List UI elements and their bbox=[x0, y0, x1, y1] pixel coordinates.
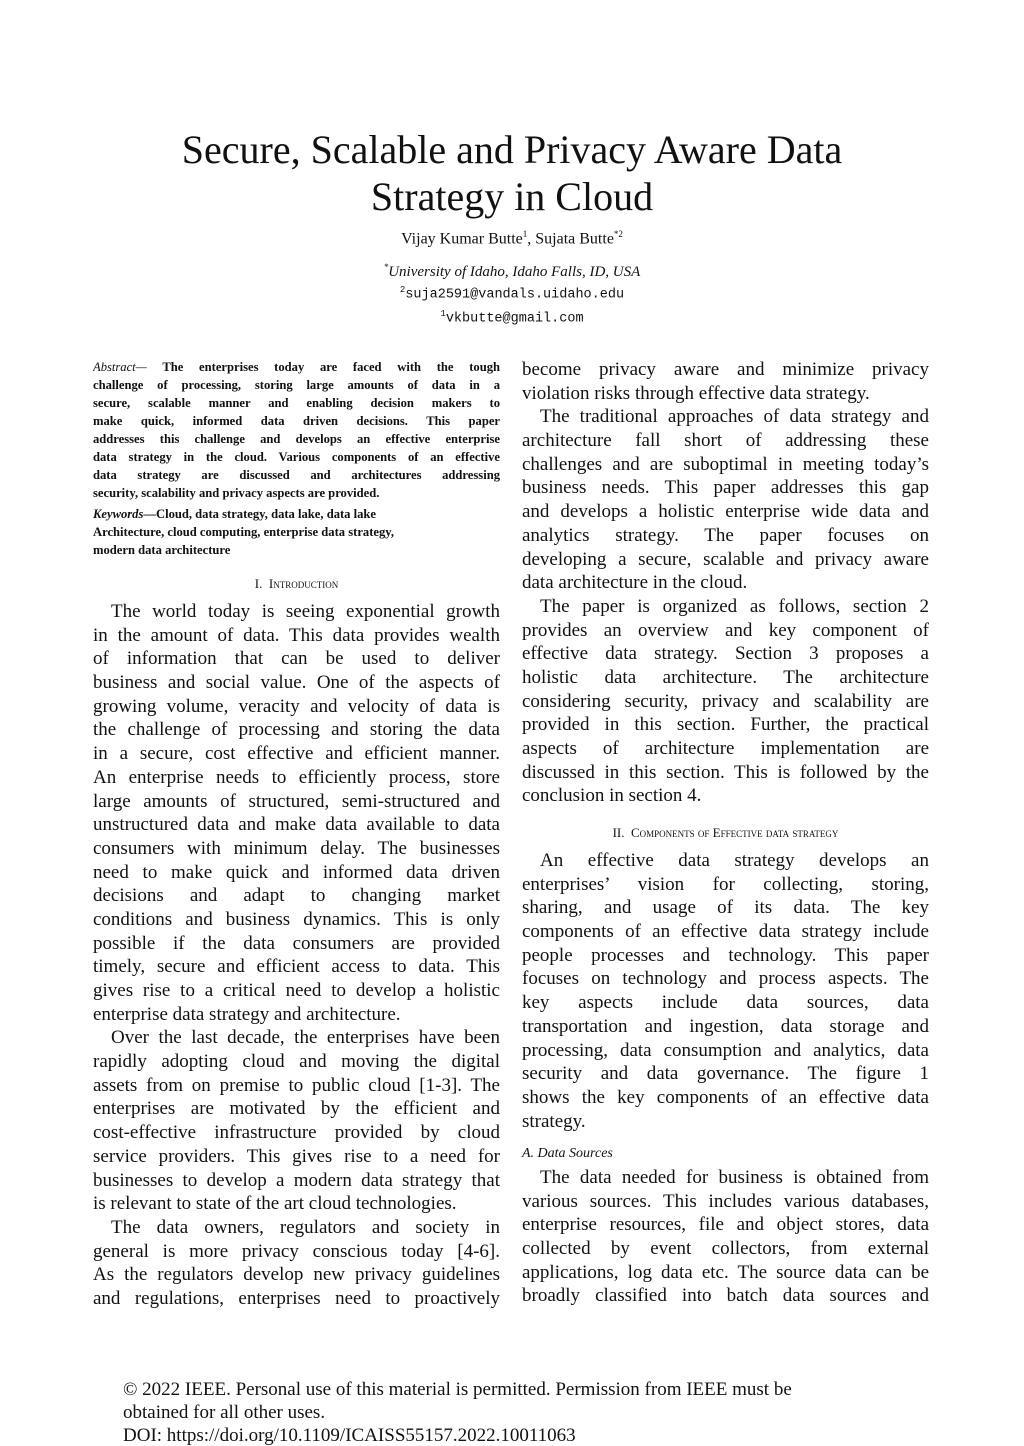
paragraph-line: the challenge of processing and storing the data bbox=[93, 719, 500, 741]
paragraph-line: violation risks through effective data strategy. bbox=[522, 382, 870, 404]
paragraph-line: An effective data strategy develops an bbox=[540, 850, 929, 871]
paragraph-line: and develops a holistic enterprise wide data and bbox=[522, 501, 929, 523]
paragraph-line: need to make quick and informed data driven bbox=[93, 861, 500, 883]
abstract-line bbox=[93, 412, 500, 430]
paragraph-line: discussed in this section. This is followed by the bbox=[522, 761, 929, 783]
paragraph-line: of information that can be used to deliver bbox=[93, 648, 500, 670]
paragraph-line: in the amount of data. This data provides wealth bbox=[93, 624, 500, 646]
paragraph-line: consumers with minimum delay. The businesses bbox=[93, 837, 500, 859]
paragraph bbox=[522, 358, 929, 405]
email bbox=[0, 285, 1024, 303]
abstract-line bbox=[93, 466, 500, 484]
section-title: Introduction bbox=[268, 576, 339, 591]
paragraph-line: processing, data consumption and analytics, data bbox=[522, 1039, 929, 1061]
paragraph-line: large amounts of structured, semi-structured and bbox=[93, 790, 500, 812]
paragraph bbox=[522, 1166, 929, 1308]
right-column-body bbox=[522, 1166, 929, 1308]
paragraph-line: provided in this section. Further, the practical bbox=[522, 714, 929, 736]
paragraph-line: analytics strategy. The paper focuses on bbox=[522, 524, 929, 546]
email-text[interactable]: vkbutte@gmail.com bbox=[445, 311, 584, 327]
paragraph-line: become privacy aware and minimize privacy bbox=[522, 359, 929, 380]
abstract-text: data strategy are discussed and architectures addressing bbox=[93, 468, 500, 482]
paragraph-line: components of an effective data strategy include bbox=[522, 921, 929, 943]
paragraph-line: is relevant to state of the art cloud technologies. bbox=[93, 1193, 457, 1215]
paragraph-line: sharing, and usage of its data. The key bbox=[522, 897, 929, 919]
paragraph-line: in a secure, cost effective and efficient manner. bbox=[93, 743, 500, 765]
paragraph-line: cost-effective infrastructure provided by cloud bbox=[93, 1122, 500, 1144]
paragraph-line: architecture fall short of addressing these bbox=[522, 430, 929, 452]
paragraph-line: assets from on premise to public cloud [1-3]. The bbox=[93, 1074, 500, 1096]
abstract-line bbox=[93, 358, 500, 376]
paragraph-line: shows the key components of an effective data bbox=[522, 1086, 929, 1108]
paragraph-line: strategy. bbox=[522, 1110, 586, 1132]
paragraph-line: various sources. This includes various databases, bbox=[522, 1190, 929, 1212]
abstract-label: Abstract— bbox=[93, 360, 147, 374]
paragraph-line: considering security, privacy and scalability are bbox=[522, 690, 929, 712]
paragraph bbox=[93, 600, 500, 1026]
right-column-body bbox=[522, 358, 929, 808]
paragraph-line: The traditional approaches of data strategy and bbox=[540, 406, 929, 428]
paragraph bbox=[522, 405, 929, 595]
paragraph-line: transportation and ingestion, data storage and bbox=[522, 1015, 929, 1037]
keywords-line bbox=[93, 523, 500, 541]
doi-line[interactable]: DOI: https://doi.org/10.1109/ICAISS55157.2022.10011063 bbox=[123, 1425, 576, 1446]
abstract-text: challenge of processing, storing large amounts of data in a bbox=[93, 378, 500, 392]
author-mark: 1 bbox=[522, 229, 528, 239]
paragraph-line: key aspects include data sources, data bbox=[522, 992, 929, 1014]
paper-title bbox=[0, 126, 1024, 220]
paragraph-line: enterprise data strategy and architecture. bbox=[93, 1003, 401, 1025]
author-name: Vijay Kumar Butte bbox=[401, 230, 523, 248]
abstract-text: data strategy in the cloud. Various components of an effective bbox=[93, 450, 500, 464]
paragraph-line: conditions and business dynamics. This is only bbox=[93, 908, 500, 930]
paragraph-line: The data owners, regulators and society in bbox=[111, 1216, 500, 1238]
authors bbox=[0, 229, 1024, 248]
paragraph-line: data architecture in the cloud. bbox=[522, 572, 748, 594]
section-number: II. bbox=[612, 825, 625, 840]
author-separator: , bbox=[527, 230, 536, 248]
paragraph-line: growing volume, veracity and velocity of data is bbox=[93, 695, 500, 717]
paragraph bbox=[93, 1216, 500, 1311]
paragraph-line: provides an overview and key component of bbox=[522, 619, 929, 641]
affiliation-mark: * bbox=[383, 262, 389, 272]
author-name: Sujata Butte bbox=[535, 230, 614, 248]
affiliation-text: University of Idaho, Idaho Falls, ID, USA bbox=[388, 264, 641, 280]
paragraph-line: unstructured data and make data available to data bbox=[93, 814, 500, 836]
abstract-text: secure, scalable manner and enabling decision makers to bbox=[93, 396, 500, 410]
right-column-body bbox=[522, 849, 929, 1133]
abstract-text: make quick, informed data driven decisions. This paper bbox=[93, 414, 500, 428]
copyright-footer bbox=[123, 1378, 792, 1446]
paragraph-line: enterprise resources, file and object stores, data bbox=[522, 1214, 929, 1236]
paragraph-line: The paper is organized as follows, section 2 bbox=[540, 595, 929, 617]
abstract-text: security, scalability and privacy aspects are provided. bbox=[93, 486, 380, 500]
paragraph-line: aspects of architecture implementation are bbox=[522, 738, 929, 759]
title-line: Strategy in Cloud bbox=[370, 174, 654, 219]
paragraph-line: focuses on technology and process aspects. The bbox=[522, 968, 929, 990]
abstract-line bbox=[93, 376, 500, 394]
affiliation bbox=[0, 262, 1024, 281]
paragraph-line: service providers. This gives rise to a need for bbox=[93, 1145, 500, 1167]
paragraph-line: and regulations, enterprises need to proactively bbox=[93, 1287, 500, 1309]
paragraph bbox=[522, 849, 929, 1133]
paragraph-line: The world today is seeing exponential growth bbox=[111, 601, 500, 622]
paragraph-line: As the regulators develop new privacy guidelines bbox=[93, 1264, 500, 1286]
paragraph-line: applications, log data etc. The source data can be bbox=[522, 1261, 929, 1283]
footer-line: © 2022 IEEE. Personal use of this material is permitted. Permission from IEEE must be bbox=[123, 1379, 792, 1400]
paragraph-line: collected by event collectors, from external bbox=[522, 1238, 929, 1260]
paragraph-line: rapidly adopting cloud and moving the digital bbox=[93, 1051, 500, 1073]
abstract-line bbox=[93, 448, 500, 466]
paragraph-line: effective data strategy. Section 3 proposes a bbox=[522, 643, 929, 665]
paragraph-line: enterprises are motivated by the efficient and bbox=[93, 1098, 500, 1120]
paragraph-line: developing a secure, scalable and privacy aware bbox=[522, 548, 929, 570]
paragraph-line: holistic data architecture. The architecture bbox=[522, 666, 929, 688]
keywords-text: Architecture, cloud computing, enterprise data strategy, bbox=[93, 525, 395, 539]
paragraph-line: An enterprise needs to efficiently process, store bbox=[93, 766, 500, 788]
paragraph-line: timely, secure and efficient access to data. This bbox=[93, 956, 500, 978]
abstract-text: addresses this challenge and develops an effective enterprise bbox=[93, 432, 500, 446]
abstract-line bbox=[93, 394, 500, 412]
footer-line: obtained for all other uses. bbox=[123, 1402, 326, 1423]
keywords-text: —Cloud, data strategy, data lake, data lake bbox=[143, 507, 377, 521]
paragraph-line: decisions and adapt to changing market bbox=[93, 885, 500, 907]
paragraph-line: gives rise to a critical need to develop a holistic bbox=[93, 980, 500, 1001]
paragraph-line: businesses to develop a modern data strategy that bbox=[93, 1169, 500, 1191]
paragraph bbox=[522, 595, 929, 808]
paragraph-line: broadly classified into batch data sources and bbox=[522, 1285, 929, 1307]
left-column-body bbox=[93, 600, 500, 1311]
subsection-heading-data-sources: A. Data Sources bbox=[522, 1146, 613, 1161]
paragraph-line: business needs. This paper addresses this gap bbox=[522, 477, 929, 499]
section-heading-components bbox=[522, 825, 929, 841]
abstract-line bbox=[93, 430, 500, 448]
section-heading-introduction bbox=[93, 576, 500, 592]
paragraph bbox=[93, 1026, 500, 1216]
paragraph-line: The data needed for business is obtained from bbox=[540, 1167, 929, 1188]
paragraph-line: general is more privacy conscious today [4-6]. bbox=[93, 1240, 500, 1262]
keywords-line bbox=[93, 505, 500, 523]
abstract-text: The enterprises today are faced with the tough bbox=[162, 360, 500, 374]
paragraph-line: conclusion in section 4. bbox=[522, 785, 702, 807]
section-number: I. bbox=[254, 576, 263, 591]
paragraph-line: enterprises’ vision for collecting, storing, bbox=[522, 873, 929, 895]
paragraph-line: people processes and technology. This paper bbox=[522, 944, 929, 966]
paragraph-line: business and social value. One of the aspects of bbox=[93, 672, 500, 694]
title-line: Secure, Scalable and Privacy Aware Data bbox=[181, 127, 843, 172]
email bbox=[0, 309, 1024, 327]
paragraph-line: Over the last decade, the enterprises have been bbox=[111, 1027, 500, 1049]
email-mark: 2 bbox=[399, 285, 406, 295]
section-title: Components of Effective data strategy bbox=[631, 825, 839, 840]
keywords-text: modern data architecture bbox=[93, 543, 231, 557]
keywords-line bbox=[93, 541, 500, 559]
author-mark: *2 bbox=[613, 229, 623, 239]
keywords-label: Keywords bbox=[93, 507, 144, 521]
paragraph-line: security and data governance. The figure 1 bbox=[522, 1063, 929, 1085]
email-mark: 1 bbox=[440, 309, 446, 319]
paragraph-line: challenges and are suboptimal in meeting today’s bbox=[522, 453, 929, 475]
email-text[interactable]: suja2591@vandals.uidaho.edu bbox=[405, 287, 625, 303]
paragraph-line: possible if the data consumers are provided bbox=[93, 932, 500, 954]
abstract bbox=[93, 358, 500, 559]
abstract-line bbox=[93, 484, 500, 502]
